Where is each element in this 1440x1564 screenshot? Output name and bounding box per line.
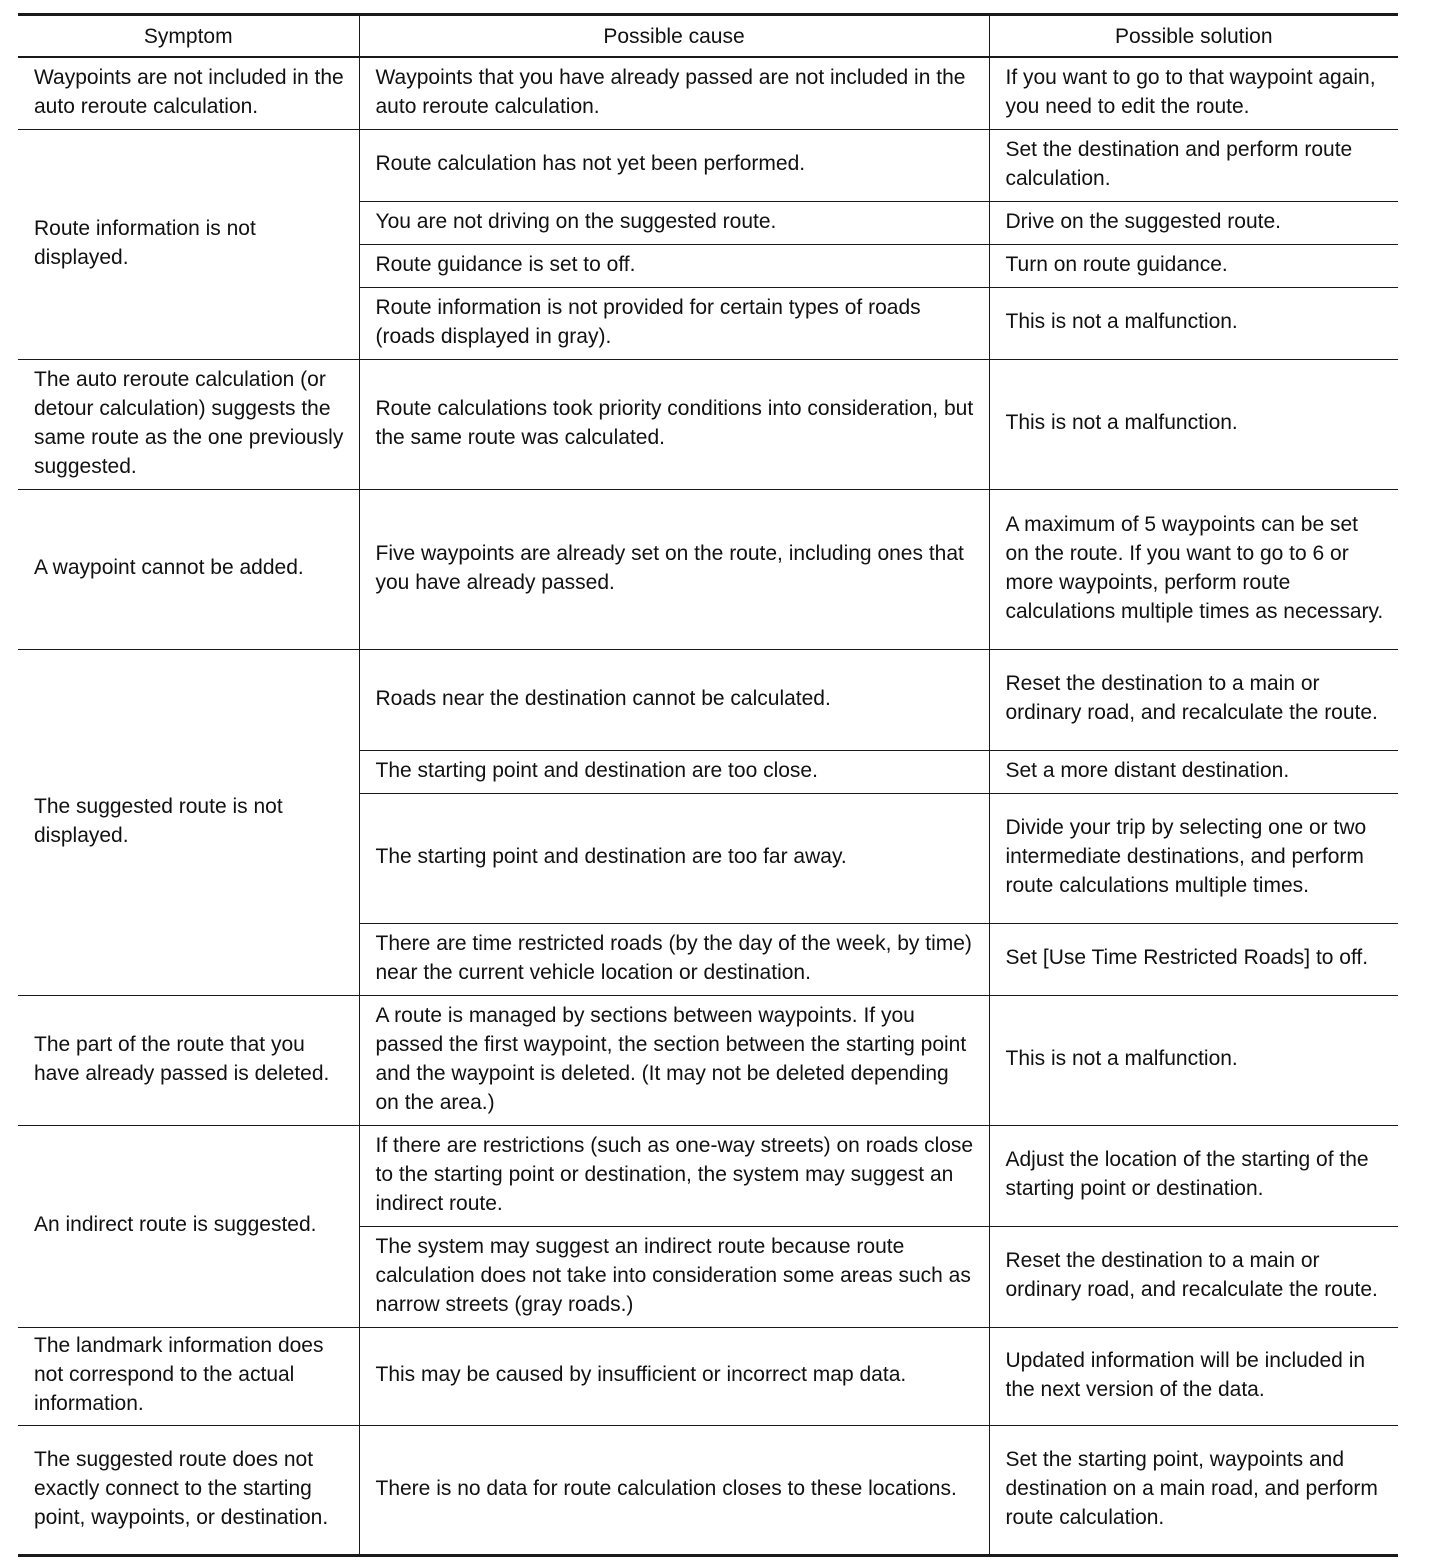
solution-cell: Reset the destination to a main or ordinary road, and recalculate the route. (989, 1226, 1398, 1327)
solution-cell: Set the starting point, waypoints and destination on a main road, and perform route calculation. (989, 1425, 1398, 1555)
symptom-cell: An indirect route is suggested. (18, 1125, 359, 1327)
cause-cell: A route is managed by sections between waypoints. If you passed the first waypoint, the section between the starting point and the waypoint is deleted. (It may not be deleted depending on the area.) (359, 995, 989, 1125)
cause-cell: Roads near the destination cannot be calculated. (359, 649, 989, 750)
solution-cell: Set the destination and perform route calculation. (989, 129, 1398, 201)
table-row (18, 1327, 1398, 1425)
cause-cell: If there are restrictions (such as one-way streets) on roads close to the starting point or destination, the system may suggest an indirect route. (359, 1125, 989, 1226)
solution-cell: Divide your trip by selecting one or two intermediate destinations, and perform route calculations multiple times. (989, 793, 1398, 923)
symptom-cell: The auto reroute calculation (or detour calculation) suggests the same route as the one previously suggested. (18, 359, 359, 489)
cause-cell: The system may suggest an indirect route because route calculation does not take into consideration some areas such as narrow streets (gray roads.) (359, 1226, 989, 1327)
symptom-cell: A waypoint cannot be added. (18, 489, 359, 649)
solution-cell: Set [Use Time Restricted Roads] to off. (989, 923, 1398, 995)
cause-cell: This may be caused by insufficient or incorrect map data. (359, 1327, 989, 1425)
troubleshooting-table (18, 13, 1398, 1557)
solution-cell: Set a more distant destination. (989, 750, 1398, 793)
header-possible-solution: Possible solution (989, 15, 1398, 58)
symptom-cell: Waypoints are not included in the auto reroute calculation. (18, 57, 359, 129)
solution-cell: Reset the destination to a main or ordinary road, and recalculate the route. (989, 649, 1398, 750)
cause-cell: The starting point and destination are too close. (359, 750, 989, 793)
table-row (18, 649, 1398, 750)
cause-cell: Five waypoints are already set on the route, including ones that you have already passed. (359, 489, 989, 649)
cause-cell: Waypoints that you have already passed are not included in the auto reroute calculation. (359, 57, 989, 129)
symptom-cell: The part of the route that you have already passed is deleted. (18, 995, 359, 1125)
cause-cell: You are not driving on the suggested route. (359, 201, 989, 244)
table-row (18, 1125, 1398, 1226)
table-row (18, 489, 1398, 649)
table-row (18, 129, 1398, 201)
solution-cell: This is not a malfunction. (989, 995, 1398, 1125)
header-row (18, 15, 1398, 58)
cause-cell: Route calculation has not yet been performed. (359, 129, 989, 201)
header-symptom: Symptom (143, 24, 233, 48)
cause-cell: Route calculations took priority conditions into consideration, but the same route was calculated. (359, 359, 989, 489)
table-row (18, 57, 1398, 129)
header-possible-cause: Possible cause (359, 15, 989, 58)
solution-cell: Drive on the suggested route. (989, 201, 1398, 244)
cause-cell: There is no data for route calculation closes to these locations. (359, 1425, 989, 1555)
solution-cell: A maximum of 5 waypoints can be set on the route. If you want to go to 6 or more waypoints, perform route calculations multiple times as necessary. (989, 489, 1398, 649)
solution-cell: Adjust the location of the starting of the starting point or destination. (989, 1125, 1398, 1226)
cause-cell: Route information is not provided for certain types of roads (roads displayed in gray). (359, 287, 989, 359)
solution-cell: Updated information will be included in the next version of the data. (989, 1327, 1398, 1425)
solution-cell: Turn on route guidance. (989, 244, 1398, 287)
symptom-cell: The suggested route is not displayed. (18, 649, 359, 995)
cause-cell: The starting point and destination are too far away. (359, 793, 989, 923)
troubleshooting-page (18, 13, 1398, 1557)
symptom-cell: Route information is not displayed. (18, 129, 359, 359)
table-row (18, 995, 1398, 1125)
cause-cell: There are time restricted roads (by the day of the week, by time) near the current vehicle location or destination. (359, 923, 989, 995)
symptom-cell: The suggested route does not exactly connect to the starting point, waypoints, or destination. (18, 1425, 359, 1555)
solution-cell: If you want to go to that waypoint again, you need to edit the route. (989, 57, 1398, 129)
table-row (18, 1425, 1398, 1555)
solution-cell: This is not a malfunction. (989, 287, 1398, 359)
solution-cell: This is not a malfunction. (989, 359, 1398, 489)
cause-cell: Route guidance is set to off. (359, 244, 989, 287)
table-row (18, 359, 1398, 489)
symptom-cell: The landmark information does not correspond to the actual information. (18, 1327, 359, 1425)
